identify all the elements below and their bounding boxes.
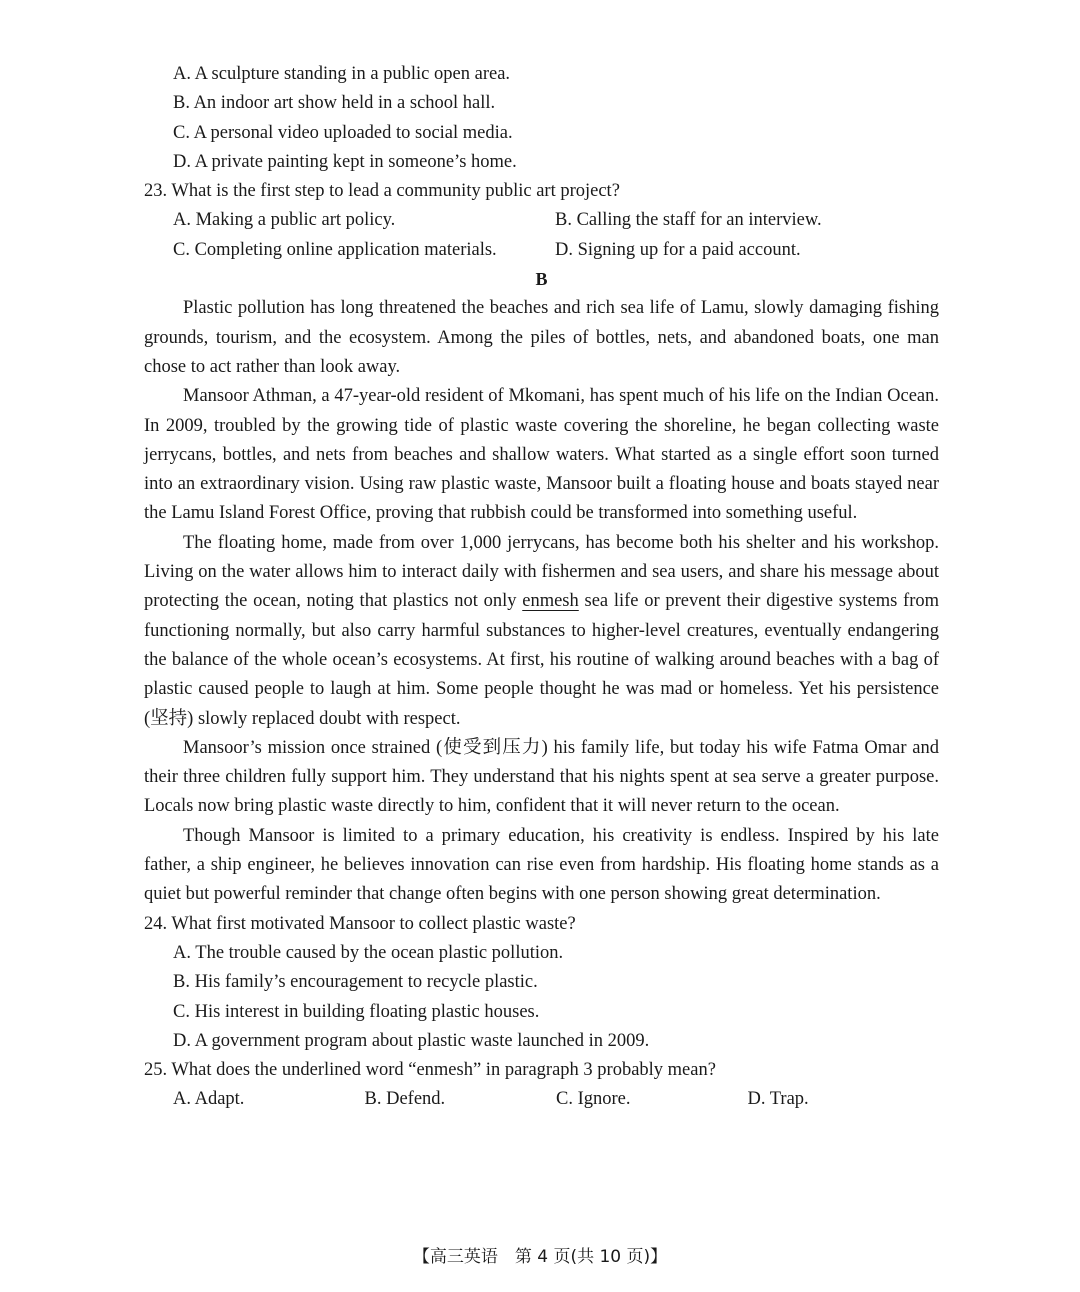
q25-option-a: A. Adapt.	[173, 1089, 245, 1110]
q24-option-a: A. The trouble caused by the ocean plastic pollution.	[173, 942, 564, 963]
q25-option-d: D. Trap.	[747, 1089, 809, 1110]
q22-option-d: D. A private painting kept in someone’s home.	[173, 151, 517, 172]
passage-paragraph-4: Mansoor’s mission once strained (使受到压力) his family life, but today his wife Fatma Omar and their three children fully support him. They understand that his nights spent at sea serve a greater purpose. Locals now bring plastic waste directly to him, confident that it will never return to the ocean.	[144, 737, 939, 817]
q25-option-b: B. Defend.	[364, 1089, 446, 1110]
q23-option-a: A. Making a public art policy.	[173, 210, 396, 231]
q24-option-c: C. His interest in building floating plastic houses.	[173, 1001, 540, 1022]
q23-options-row-1	[144, 206, 939, 235]
passage-paragraph-3	[144, 529, 939, 734]
q23-option-b: B. Calling the staff for an interview.	[555, 210, 822, 231]
q23-option-d: D. Signing up for a paid account.	[555, 239, 801, 260]
paragraph-3-text-before: The floating home, made from over 1,000 jerrycans, has become both his shelter and his workshop. Living on the water allows him to interact daily with fishermen and sea users, and share his message about protecting the ocean, noting that plastics not only	[144, 532, 939, 612]
passage-paragraph-5: Though Mansoor is limited to a primary education, his creativity is endless. Inspired by his late father, a ship engineer, he believes innovation can rise even from hardship. His floating home stands as a quiet but powerful reminder that change often begins with one person showing great determination.	[144, 825, 939, 905]
page-footer: 【高三英语 第 4 页(共 10 页)】	[412, 1247, 668, 1267]
q24-stem: 24. What first motivated Mansoor to collect plastic waste?	[144, 913, 576, 934]
q25-stem: 25. What does the underlined word “enmesh” in paragraph 3 probably mean?	[144, 1060, 716, 1081]
passage-paragraph-1: Plastic pollution has long threatened the beaches and rich sea life of Lamu, slowly damaging fishing grounds, tourism, and the ecosystem. Among the piles of bottles, nets, and abandoned boats, one man chose to act rather than look away.	[144, 298, 939, 377]
section-b-title: B	[535, 269, 548, 290]
q22-option-b: B. An indoor art show held in a school hall.	[173, 93, 496, 114]
q22-option-a: A. A sculpture standing in a public open area.	[173, 64, 511, 84]
q25-options-row	[144, 1085, 939, 1114]
exam-page	[144, 60, 939, 1115]
q25-option-c: C. Ignore.	[556, 1089, 631, 1110]
underlined-word-enmesh: enmesh	[522, 591, 579, 612]
q24-option-d: D. A government program about plastic waste launched in 2009.	[173, 1030, 650, 1051]
q23-option-c: C. Completing online application materials.	[173, 239, 497, 260]
q24-option-b: B. His family’s encouragement to recycle plastic.	[173, 972, 538, 993]
q22-option-c: C. A personal video uploaded to social media.	[173, 122, 513, 143]
q23-options-row-2	[144, 236, 939, 265]
passage-paragraph-2: Mansoor Athman, a 47-year-old resident of Mkomani, has spent much of his life on the Indian Ocean. In 2009, troubled by the growing tide of plastic waste covering the shoreline, he began collecting waste jerrycans, bottles, and nets from beaches and shallow waters. What started as a single effort soon turned into an extraordinary vision. Using raw plastic waste, Mansoor built a floating house and boats stayed near the Lamu Island Forest Office, proving that rubbish could be transformed into something useful.	[144, 386, 939, 524]
q23-stem: 23. What is the first step to lead a community public art project?	[144, 181, 620, 202]
paragraph-3-text-after: sea life or prevent their digestive systems from functioning normally, but also carry harmful substances to higher-level creatures, eventually endangering the balance of the whole ocean’s ecosystems. At first, his routine of walking around beaches with a bag of plastic caused people to laugh at him. Some people thought he was mad or homeless. Yet his persistence (坚持) slowly replaced doubt with respect.	[144, 591, 940, 729]
